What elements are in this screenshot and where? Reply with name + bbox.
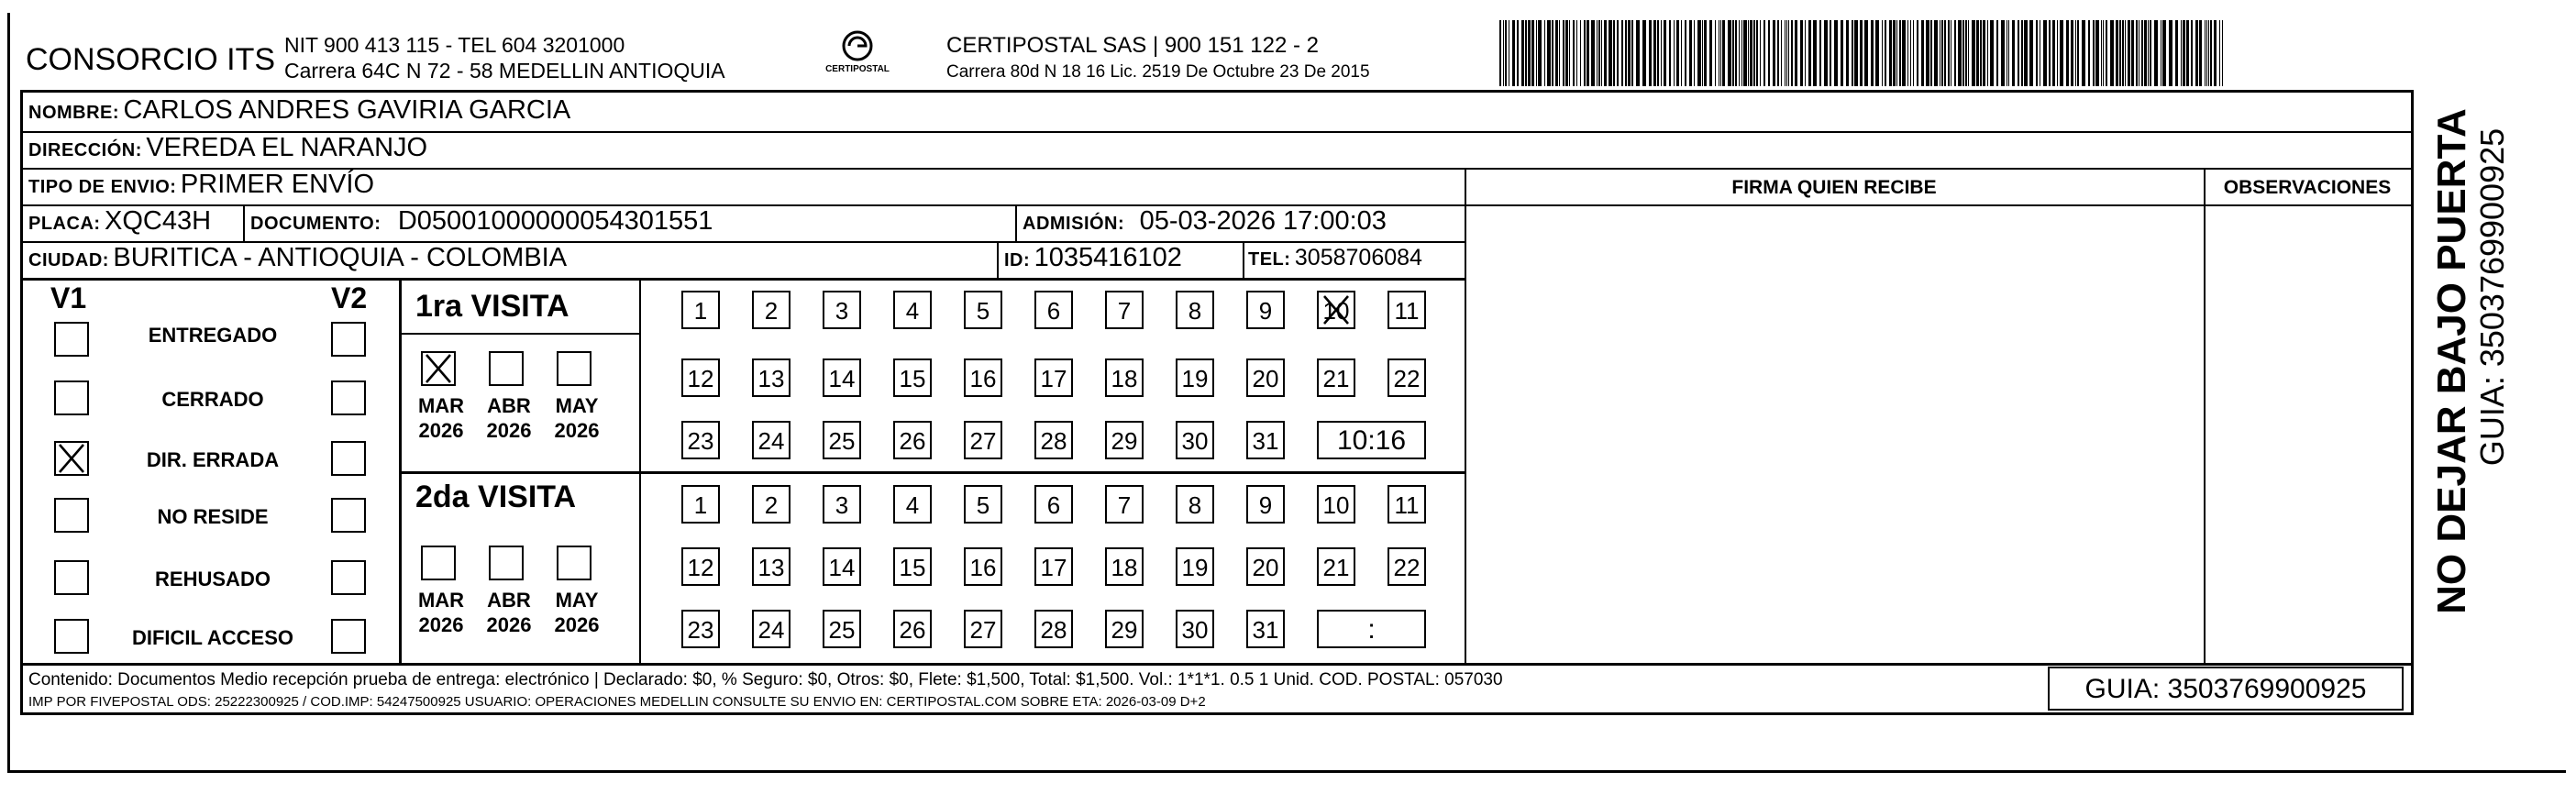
documento-cell xyxy=(250,206,713,237)
day-number: 23 xyxy=(687,427,714,455)
direccion-value: VEREDA EL NARANJO xyxy=(146,133,428,162)
company-address: Carrera 64C N 72 - 58 MEDELLIN ANTIOQUIA xyxy=(284,59,725,83)
day-number: 6 xyxy=(1046,491,1061,519)
month-year: 2026 xyxy=(554,613,600,636)
day-number: 1 xyxy=(693,297,708,325)
first-day-box[interactable] xyxy=(964,421,1002,459)
day-number: 17 xyxy=(1040,365,1067,392)
first-month-label xyxy=(547,393,606,443)
first-day-box[interactable] xyxy=(1176,358,1214,397)
first-day-box[interactable] xyxy=(1246,421,1285,459)
day-number: 5 xyxy=(976,491,990,519)
id-cell xyxy=(1004,243,1182,273)
status-label: ENTREGADO xyxy=(148,324,278,347)
second-day-box[interactable] xyxy=(1388,547,1426,586)
admision-cell xyxy=(1023,206,1387,237)
tipo-value: PRIMER ENVÍO xyxy=(180,170,375,199)
second-time-box[interactable] xyxy=(1317,610,1426,648)
status-v1-checkbox[interactable] xyxy=(54,322,89,357)
second-day-box[interactable] xyxy=(1246,547,1285,586)
second-day-box[interactable] xyxy=(681,547,720,586)
first-day-box[interactable] xyxy=(893,358,932,397)
second-day-box[interactable] xyxy=(964,547,1002,586)
certipostal-logo-mark xyxy=(807,28,908,83)
first-day-box[interactable] xyxy=(681,421,720,459)
day-number: 12 xyxy=(687,554,714,581)
status-label: NO RESIDE xyxy=(157,505,269,528)
day-number: 18 xyxy=(1111,554,1138,581)
day-number: 3 xyxy=(835,297,849,325)
status-v1-checkbox[interactable] xyxy=(54,380,89,415)
month-name: ABR xyxy=(487,394,531,417)
month-year: 2026 xyxy=(554,419,600,442)
status-v2-checkbox[interactable] xyxy=(331,498,366,533)
first-month-label xyxy=(412,393,470,443)
day-number: 4 xyxy=(905,297,920,325)
day-number: 28 xyxy=(1040,616,1067,644)
status-v2-checkbox[interactable] xyxy=(331,380,366,415)
ciudad-cell xyxy=(28,243,567,273)
status-v2-checkbox[interactable] xyxy=(331,560,366,595)
second-visit-divider xyxy=(639,471,641,663)
delivery-form xyxy=(20,90,2414,715)
first-day-box[interactable] xyxy=(1105,358,1144,397)
first-day-box[interactable] xyxy=(752,291,790,329)
v2-header: V2 xyxy=(331,281,368,314)
second-time-value: : xyxy=(1367,614,1376,645)
day-number: 16 xyxy=(969,554,997,581)
first-day-box[interactable] xyxy=(964,291,1002,329)
second-day-box[interactable] xyxy=(681,485,720,524)
side-warning: NO DEJAR BAJO PUERTA xyxy=(2429,108,2474,614)
tipo-row xyxy=(28,170,374,200)
month-name: ABR xyxy=(487,589,531,612)
day-number: 13 xyxy=(757,554,785,581)
second-day-box[interactable] xyxy=(1105,547,1144,586)
second-day-box[interactable] xyxy=(1176,610,1214,648)
day-number: 14 xyxy=(828,554,856,581)
tel-cell xyxy=(1248,245,1422,271)
second-day-box[interactable] xyxy=(823,610,861,648)
day-number: 8 xyxy=(1188,297,1202,325)
first-month-checkbox[interactable] xyxy=(421,351,456,386)
month-year: 2026 xyxy=(486,419,532,442)
nombre-value: CARLOS ANDRES GAVIRIA GARCIA xyxy=(123,95,571,125)
first-day-box[interactable] xyxy=(823,358,861,397)
first-time-value: 10:16 xyxy=(1336,425,1407,456)
day-number: 3 xyxy=(835,491,849,519)
first-day-box[interactable] xyxy=(1246,358,1285,397)
month-year: 2026 xyxy=(486,613,532,636)
first-day-box[interactable] xyxy=(1176,291,1214,329)
day-number: 21 xyxy=(1322,554,1350,581)
second-day-box[interactable] xyxy=(1246,485,1285,524)
placa-value: XQC43H xyxy=(105,206,212,236)
first-day-box[interactable] xyxy=(1246,291,1285,329)
second-day-box[interactable] xyxy=(823,547,861,586)
second-day-box[interactable] xyxy=(681,610,720,648)
day-number: 8 xyxy=(1188,491,1202,519)
day-number: 24 xyxy=(757,427,785,455)
guia-box xyxy=(2048,667,2404,711)
month-name: MAY xyxy=(555,394,599,417)
second-month-label xyxy=(480,588,538,637)
second-day-box[interactable] xyxy=(964,485,1002,524)
check-x-icon xyxy=(425,353,452,384)
day-number: 7 xyxy=(1117,297,1132,325)
first-day-box[interactable] xyxy=(681,358,720,397)
second-day-box[interactable] xyxy=(1317,485,1355,524)
second-day-box[interactable] xyxy=(893,485,932,524)
day-number: 10 xyxy=(1322,297,1350,325)
day-number: 9 xyxy=(1258,491,1273,519)
second-day-box[interactable] xyxy=(752,610,790,648)
admision-label: ADMISIÓN: xyxy=(1023,214,1125,234)
day-number: 28 xyxy=(1040,427,1067,455)
ciudad-label: CIUDAD: xyxy=(28,250,109,270)
day-number: 2 xyxy=(764,491,779,519)
company-name: CONSORCIO ITS xyxy=(26,42,276,77)
second-month-checkbox[interactable] xyxy=(557,546,591,580)
month-year: 2026 xyxy=(418,419,464,442)
first-day-box[interactable] xyxy=(964,358,1002,397)
direccion-label: DIRECCIÓN: xyxy=(28,140,142,160)
first-day-box[interactable] xyxy=(1034,291,1073,329)
v1-header: V1 xyxy=(50,281,87,314)
second-month-checkbox[interactable] xyxy=(421,546,456,580)
first-title-underline xyxy=(399,333,639,335)
day-number: 25 xyxy=(828,616,856,644)
day-number: 2 xyxy=(764,297,779,325)
second-day-box[interactable] xyxy=(1317,547,1355,586)
first-day-box[interactable] xyxy=(1034,421,1073,459)
status-v1-checkbox[interactable] xyxy=(54,498,89,533)
second-day-box[interactable] xyxy=(1034,485,1073,524)
second-day-box[interactable] xyxy=(1034,610,1073,648)
nombre-row xyxy=(28,95,570,126)
second-day-box[interactable] xyxy=(1034,547,1073,586)
id-value: 1035416102 xyxy=(1034,243,1182,272)
status-v1-checkbox[interactable] xyxy=(54,619,89,654)
day-number: 29 xyxy=(1111,616,1138,644)
day-number: 21 xyxy=(1322,365,1350,392)
first-visit-title: 1ra VISITA xyxy=(415,289,569,324)
check-x-icon xyxy=(1322,294,1350,325)
day-number: 24 xyxy=(757,616,785,644)
day-number: 26 xyxy=(899,427,926,455)
second-day-box[interactable] xyxy=(823,485,861,524)
id-label: ID: xyxy=(1004,250,1031,270)
first-time-box[interactable] xyxy=(1317,421,1426,459)
second-day-box[interactable] xyxy=(752,547,790,586)
page-left-line xyxy=(7,13,10,772)
day-number: 20 xyxy=(1252,554,1279,581)
status-label: CERRADO xyxy=(161,388,264,411)
month-name: MAR xyxy=(417,589,465,612)
barcode xyxy=(1499,20,2233,86)
second-day-box[interactable] xyxy=(1105,610,1144,648)
second-day-box[interactable] xyxy=(964,610,1002,648)
first-month-label xyxy=(480,393,538,443)
second-day-box[interactable] xyxy=(1176,485,1214,524)
day-number: 27 xyxy=(969,427,997,455)
month-name: MAY xyxy=(555,589,599,612)
second-day-box[interactable] xyxy=(1105,485,1144,524)
placa-label: PLACA: xyxy=(28,214,101,234)
day-number: 16 xyxy=(969,365,997,392)
day-number: 1 xyxy=(693,491,708,519)
first-day-box[interactable] xyxy=(681,291,720,329)
status-label: DIR. ERRADA xyxy=(146,448,280,471)
second-month-label xyxy=(412,588,470,637)
day-number: 30 xyxy=(1181,427,1209,455)
day-number: 31 xyxy=(1252,427,1279,455)
day-number: 12 xyxy=(687,365,714,392)
first-day-box[interactable] xyxy=(752,358,790,397)
day-number: 19 xyxy=(1181,554,1209,581)
placa-cell xyxy=(28,206,211,237)
first-day-box[interactable] xyxy=(1105,291,1144,329)
day-number: 23 xyxy=(687,616,714,644)
first-day-box[interactable] xyxy=(1034,358,1073,397)
second-day-box[interactable] xyxy=(1176,547,1214,586)
day-number: 22 xyxy=(1393,554,1421,581)
status-v1-checkbox[interactable] xyxy=(54,441,89,476)
day-number: 13 xyxy=(757,365,785,392)
day-number: 10 xyxy=(1322,491,1350,519)
first-day-box[interactable] xyxy=(1176,421,1214,459)
first-month-checkbox[interactable] xyxy=(557,351,591,386)
documento-label: DOCUMENTO: xyxy=(250,214,381,234)
second-day-box[interactable] xyxy=(893,547,932,586)
first-day-box[interactable] xyxy=(1317,358,1355,397)
nombre-label: NOMBRE: xyxy=(28,103,120,123)
status-v2-checkbox[interactable] xyxy=(331,441,366,476)
first-month-checkbox[interactable] xyxy=(489,351,524,386)
tel-label: TEL: xyxy=(1248,249,1291,270)
day-number: 15 xyxy=(899,365,926,392)
second-month-label xyxy=(547,588,606,637)
day-number: 19 xyxy=(1181,365,1209,392)
second-day-box[interactable] xyxy=(1388,485,1426,524)
day-number: 7 xyxy=(1117,491,1132,519)
certipostal-line2: Carrera 80d N 18 16 Lic. 2519 De Octubre 23 De 2015 xyxy=(946,62,1370,82)
first-day-box[interactable] xyxy=(1388,358,1426,397)
second-day-box[interactable] xyxy=(752,485,790,524)
day-number: 14 xyxy=(828,365,856,392)
day-number: 18 xyxy=(1111,365,1138,392)
status-label: DIFICIL ACCESO xyxy=(131,626,293,649)
first-day-box[interactable] xyxy=(823,421,861,459)
status-v2-checkbox[interactable] xyxy=(331,322,366,357)
month-year: 2026 xyxy=(418,613,464,636)
first-day-box[interactable] xyxy=(752,421,790,459)
imp-text: IMP POR FIVEPOSTAL ODS: 25222300925 / COD.IMP: 54247500925 USUARIO: OPERACIONES MEDELLIN CONSULTE SU ENVIO EN: CERTIPOSTAL.COM SOBRE ETA: 2026-03-09 D+2 xyxy=(28,694,1206,710)
day-number: 15 xyxy=(899,554,926,581)
day-number: 4 xyxy=(905,491,920,519)
second-visit-title: 2da VISITA xyxy=(415,480,577,514)
status-v2-checkbox[interactable] xyxy=(331,619,366,654)
admision-value: 05-03-2026 17:00:03 xyxy=(1139,206,1387,236)
second-day-box[interactable] xyxy=(893,610,932,648)
second-day-box[interactable] xyxy=(1246,610,1285,648)
documento-value: D05001000000054301551 xyxy=(397,206,713,236)
side-guia: GUIA: 3503769900925 xyxy=(2473,127,2511,467)
status-label: REHUSADO xyxy=(155,568,271,590)
day-number: 27 xyxy=(969,616,997,644)
first-day-box[interactable] xyxy=(1388,291,1426,329)
first-day-box[interactable] xyxy=(893,291,932,329)
day-number: 31 xyxy=(1252,616,1279,644)
day-number: 25 xyxy=(828,427,856,455)
day-number: 29 xyxy=(1111,427,1138,455)
certipostal-logo xyxy=(807,28,908,83)
day-number: 6 xyxy=(1046,297,1061,325)
day-number: 9 xyxy=(1258,297,1273,325)
day-number: 11 xyxy=(1394,297,1420,325)
day-number: 11 xyxy=(1394,491,1420,519)
day-number: 20 xyxy=(1252,365,1279,392)
page-bottom-line xyxy=(7,770,2566,773)
company-nit: NIT 900 413 115 - TEL 604 3201000 xyxy=(284,33,625,57)
contenido-text: Contenido: Documentos Medio recepción prueba de entrega: electrónico | Declarado: $0, % Seguro: $0, Otros: $0, Flete: $1,500, Total: $1,500. Vol.: 1*1*1. 0.5 1 Unid. COD. POSTAL: 057030 xyxy=(28,670,1503,689)
certipostal-line1: CERTIPOSTAL SAS | 900 151 122 - 2 xyxy=(946,33,1319,58)
firma-header: FIRMA QUIEN RECIBE xyxy=(1731,177,1937,198)
tipo-label: TIPO DE ENVIO: xyxy=(28,177,177,197)
tel-value: 3058706084 xyxy=(1294,245,1422,270)
ciudad-value: BURITICA - ANTIOQUIA - COLOMBIA xyxy=(113,243,568,272)
first-day-box[interactable] xyxy=(823,291,861,329)
first-day-box[interactable] xyxy=(893,421,932,459)
first-day-box[interactable] xyxy=(1317,291,1355,329)
day-number: 22 xyxy=(1393,365,1421,392)
first-day-box[interactable] xyxy=(1105,421,1144,459)
guia-box-text: GUIA: 3503769900925 xyxy=(2084,674,2367,704)
day-number: 30 xyxy=(1181,616,1209,644)
second-month-checkbox[interactable] xyxy=(489,546,524,580)
direccion-row xyxy=(28,133,427,163)
day-number: 5 xyxy=(976,297,990,325)
logo-text: CERTIPOSTAL xyxy=(825,64,890,74)
status-v1-checkbox[interactable] xyxy=(54,560,89,595)
day-number: 26 xyxy=(899,616,926,644)
month-name: MAR xyxy=(417,394,465,417)
check-x-icon xyxy=(58,443,85,474)
day-number: 17 xyxy=(1040,554,1067,581)
observaciones-header: OBSERVACIONES xyxy=(2223,177,2392,198)
first-visit-divider xyxy=(639,278,641,471)
